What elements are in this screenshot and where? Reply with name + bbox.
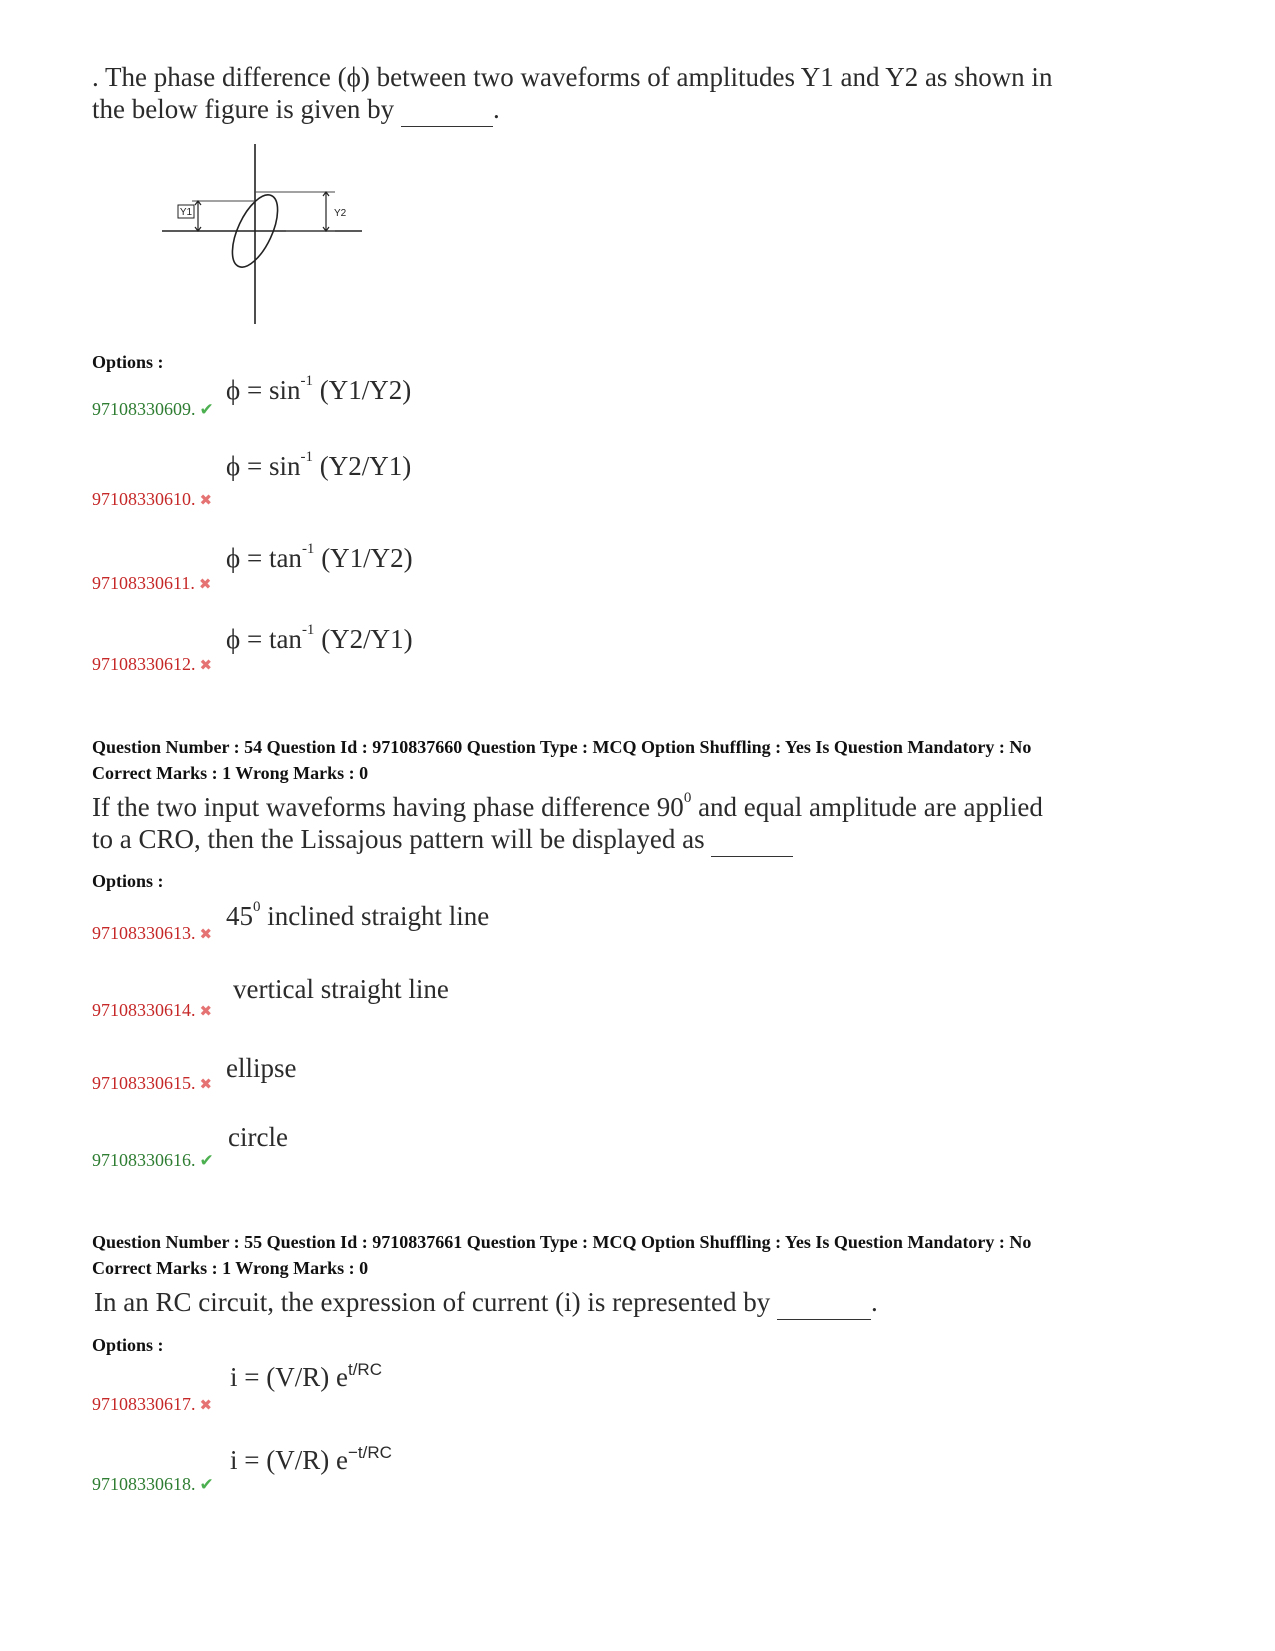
question-53-text: [92, 62, 1052, 127]
correct-check-icon: ✔: [199, 400, 214, 420]
option-text: $45^0$ inclined straight line: [226, 899, 490, 931]
option-text: $\phi = \sin^{-1} (Y2/Y1)$: [226, 449, 412, 481]
options-label: Options :: [92, 871, 164, 891]
option-text: i = (V/R) $e^{-t/RC}$: [230, 1443, 392, 1475]
option-text: circle: [228, 1122, 288, 1152]
answer-blank: [777, 1287, 871, 1320]
wrong-cross-icon: ✖: [198, 575, 212, 593]
option-id: 97108330612. ✖: [92, 654, 213, 674]
option-id: 97108330616. ✔: [92, 1150, 214, 1171]
option-id: 97108330617. ✖: [92, 1394, 213, 1414]
question-meta-line: Question Number : 54 Question Id : 9710837660 Question Type : MCQ Option Shuffling : Yes Is Question Mandatory : No: [92, 737, 1032, 757]
wrong-cross-icon: ✖: [199, 656, 213, 674]
option-id: 97108330614. ✖: [92, 1000, 213, 1020]
option-id: 97108330618. ✔: [92, 1474, 214, 1495]
option-id: 97108330615. ✖: [92, 1073, 213, 1093]
option-text: vertical straight line: [233, 974, 449, 1004]
option-text: ellipse: [226, 1053, 297, 1083]
option-text: i = (V/R) $e^{t/RC}$: [230, 1360, 382, 1392]
question-54-line-1: If the two input waveforms having phase difference $90^0$ and equal amplitude are applied: [92, 790, 1043, 822]
lissajous-figure: [150, 140, 380, 330]
correct-check-icon: ✔: [199, 1151, 214, 1171]
figure-label-y1: Y1: [179, 207, 193, 218]
wrong-cross-icon: ✖: [199, 925, 213, 943]
question-marks-line: Correct Marks : 1 Wrong Marks : 0: [92, 763, 369, 784]
correct-check-icon: ✔: [199, 1475, 214, 1495]
wrong-cross-icon: ✖: [199, 1075, 213, 1093]
question-54-meta: [92, 734, 1031, 786]
options-label: Options :: [92, 352, 164, 372]
option-text: $\phi = \tan^{-1} (Y1/Y2)$: [226, 541, 413, 573]
question-54-line-2: to a CRO, then the Lissajous pattern will be displayed as: [92, 824, 1043, 857]
option-text: $\phi = \tan^{-1} (Y2/Y1)$: [226, 622, 413, 654]
wrong-cross-icon: ✖: [199, 1396, 213, 1414]
answer-blank: [711, 824, 793, 857]
option-id: 97108330611. ✖: [92, 573, 212, 593]
question-53-line-1: . The phase difference (ϕ) between two waveforms of amplitudes Y1 and Y2 as shown in: [92, 62, 1053, 92]
option-id: 97108330610. ✖: [92, 489, 213, 509]
question-54-text: [92, 792, 1043, 857]
question-marks-line: Correct Marks : 1 Wrong Marks : 0: [92, 1258, 369, 1279]
figure-label-y2: Y2: [334, 208, 347, 219]
question-55-text: In an RC circuit, the expression of current (i) is represented by .: [94, 1287, 878, 1320]
question-meta-line: Question Number : 55 Question Id : 9710837661 Question Type : MCQ Option Shuffling : Yes Is Question Mandatory : No: [92, 1232, 1032, 1252]
question-53-line-2: the below figure is given by .: [92, 94, 1052, 127]
option-id: 97108330609. ✔: [92, 399, 214, 420]
wrong-cross-icon: ✖: [199, 1002, 213, 1020]
option-text: $\phi = \sin^{-1} (Y1/Y2)$: [226, 373, 412, 405]
wrong-cross-icon: ✖: [199, 491, 213, 509]
answer-blank: [401, 94, 493, 127]
question-55-meta: [92, 1229, 1031, 1281]
options-label: Options :: [92, 1335, 164, 1355]
option-id: 97108330613. ✖: [92, 923, 213, 943]
